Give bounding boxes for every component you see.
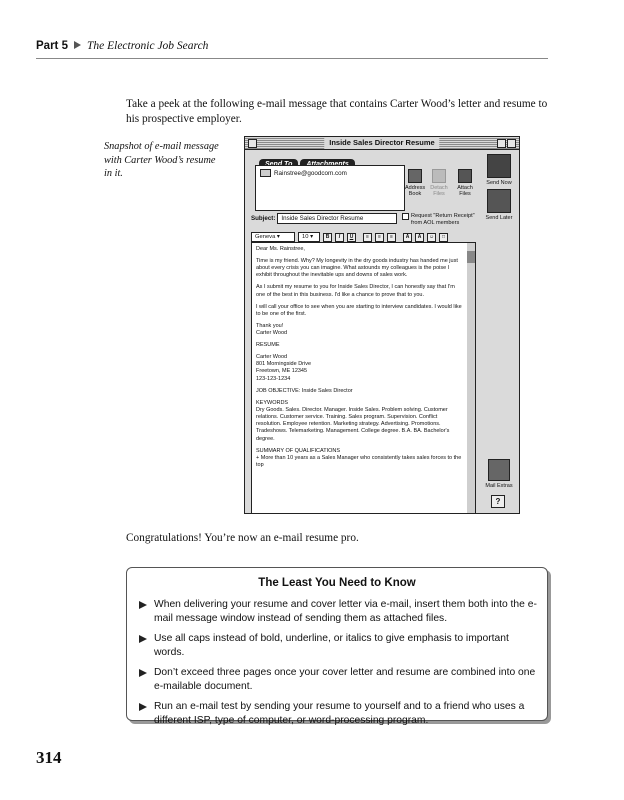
- arrow-icon: [74, 41, 81, 49]
- summary-title: The Least You Need to Know: [258, 577, 416, 589]
- detach-files-button[interactable]: [429, 169, 449, 197]
- send-later-button[interactable]: [485, 189, 513, 221]
- list-item: Run an e-mail test by sending your resume to yourself and to a friend who uses a different ISP, type of computer, or word-processing program.: [139, 700, 539, 728]
- arrow-bullet-icon: [139, 703, 147, 711]
- congrats-paragraph: Congratulations! You’re now an e-mail resume pro.: [126, 532, 359, 544]
- message-paragraph: KEYWORDS Dry Goods. Sales. Director. Manager. Inside Sales. Problem solving. Customer relations. Customer service. Training. Sales program. Supervision. Conflict resolution. Employee retention. Marketing strategy. Advertising. Promotions. Tradeshows. Telemarketing. Management. College degree. B.A. BA. Bachelor's degree.: [256, 399, 450, 442]
- intro-paragraph: Take a peek at the following e-mail message that contains Carter Wood’s letter and resume to his prospective employer.: [126, 98, 548, 125]
- message-scrollbar[interactable]: [467, 242, 476, 514]
- summary-box: [126, 567, 548, 726]
- text-color-button[interactable]: A: [403, 233, 412, 242]
- help-button[interactable]: [491, 495, 505, 508]
- detach-files-icon: [432, 169, 446, 183]
- send-later-icon: [487, 189, 511, 213]
- message-paragraph: SUMMARY OF QUALIFICATIONS + More than 10 years as a Sales Manager who consistently takes sales forces to the top: [256, 447, 462, 469]
- link-button[interactable]: □: [439, 233, 448, 242]
- zoom-box-icon[interactable]: [497, 139, 506, 148]
- help-icon: ?: [495, 497, 501, 506]
- list-item: Use all caps instead of bold, underline, or italics to give emphasis to important words.: [139, 632, 539, 660]
- return-receipt-option[interactable]: [402, 213, 479, 226]
- chapter-title: The Electronic Job Search: [86, 40, 209, 52]
- arrow-bullet-icon: [139, 601, 147, 609]
- recipient-address[interactable]: Rainstree@goodcom.com: [274, 169, 347, 177]
- address-book-label: Address Book: [405, 185, 426, 197]
- window-title: Inside Sales Director Resume: [324, 137, 439, 149]
- figure-caption: Snapshot of e-mail message with Carter Wood’s resume in it.: [104, 141, 219, 179]
- send-later-label: Send Later: [485, 215, 513, 221]
- message-paragraph: As I submit my resume to you for Inside Sales Director, I can honestly say that I'm one of the best in this business. I'd like a chance to prove that to you.: [256, 284, 455, 298]
- align-left-button[interactable]: ≡: [363, 233, 372, 242]
- contact-icon: [260, 169, 271, 177]
- address-book-icon: [408, 169, 422, 183]
- window-titlebar[interactable]: [245, 137, 519, 150]
- page-number: 314: [36, 748, 62, 767]
- message-paragraph: Carter Wood 801 Morningside Drive Freetown, ME 12345 123-123-1234: [256, 354, 312, 382]
- collapse-box-icon[interactable]: [507, 139, 516, 148]
- subject-row: [251, 213, 397, 224]
- subject-field[interactable]: Inside Sales Director Resume: [277, 213, 397, 224]
- arrow-bullet-icon: [139, 669, 147, 677]
- running-header: [36, 40, 548, 59]
- send-now-label: Send Now: [486, 180, 512, 186]
- return-receipt-label: Request "Return Receipt" from AOL members: [411, 213, 475, 226]
- message-paragraph: Dear Ms. Rainstree,: [256, 246, 305, 252]
- bold-button[interactable]: B: [323, 233, 332, 242]
- attach-files-button[interactable]: [455, 169, 475, 197]
- subject-label: Subject:: [251, 215, 276, 222]
- recipient-list[interactable]: [255, 165, 405, 211]
- size-select[interactable]: 10 ▾: [298, 232, 320, 242]
- message-paragraph: I will call your office to see when you are starting to interview candidates. I would like to be one of the first.: [256, 303, 462, 317]
- return-receipt-checkbox[interactable]: [402, 213, 409, 220]
- mail-extras-label: Mail Extras: [485, 483, 513, 489]
- tab-bar: [259, 153, 357, 165]
- align-center-button[interactable]: ≡: [375, 233, 384, 242]
- italic-button[interactable]: I: [335, 233, 344, 242]
- attach-files-icon: [458, 169, 472, 183]
- message-body[interactable]: [251, 242, 469, 514]
- align-right-button[interactable]: ≡: [387, 233, 396, 242]
- format-toolbar: [251, 232, 448, 242]
- message-paragraph: Time is my friend. Why? My longevity in the dry goods industry has handed me just about every crisis you can imagine. What astounds my colleagues is the poise I exhibit throughout the inevitable ups and downs of sales work.: [256, 258, 458, 279]
- detach-files-label: Detach Files: [430, 185, 448, 197]
- font-select[interactable]: Geneva ▾: [251, 232, 295, 242]
- close-box-icon[interactable]: [248, 139, 257, 148]
- send-now-icon: [487, 154, 511, 178]
- message-paragraph: JOB OBJECTIVE: Inside Sales Director: [256, 387, 353, 394]
- attach-files-label: Attach Files: [457, 185, 473, 197]
- message-text[interactable]: [252, 243, 468, 477]
- part-label: Part 5: [36, 40, 68, 52]
- underline-button[interactable]: U: [347, 233, 356, 242]
- email-window: [244, 136, 520, 514]
- mail-extras-icon: [488, 459, 510, 481]
- list-item: When delivering your resume and cover letter via e-mail, insert them both into the e-mail message window instead of sending them as attached files.: [139, 598, 539, 626]
- summary-list: [139, 598, 539, 734]
- list-item: Don’t exceed three pages once your cover letter and resume are combined into one e-mailable document.: [139, 666, 539, 694]
- address-book-button[interactable]: [405, 169, 425, 197]
- message-paragraph: Thank you! Carter Wood: [256, 322, 288, 337]
- send-now-button[interactable]: [485, 154, 513, 186]
- bg-color-button[interactable]: A: [415, 233, 424, 242]
- smiley-button[interactable]: ☺: [428, 233, 435, 240]
- arrow-bullet-icon: [139, 635, 147, 643]
- message-paragraph: RESUME: [256, 342, 280, 349]
- scroll-thumb[interactable]: [467, 251, 475, 263]
- mail-extras-button[interactable]: [485, 459, 513, 489]
